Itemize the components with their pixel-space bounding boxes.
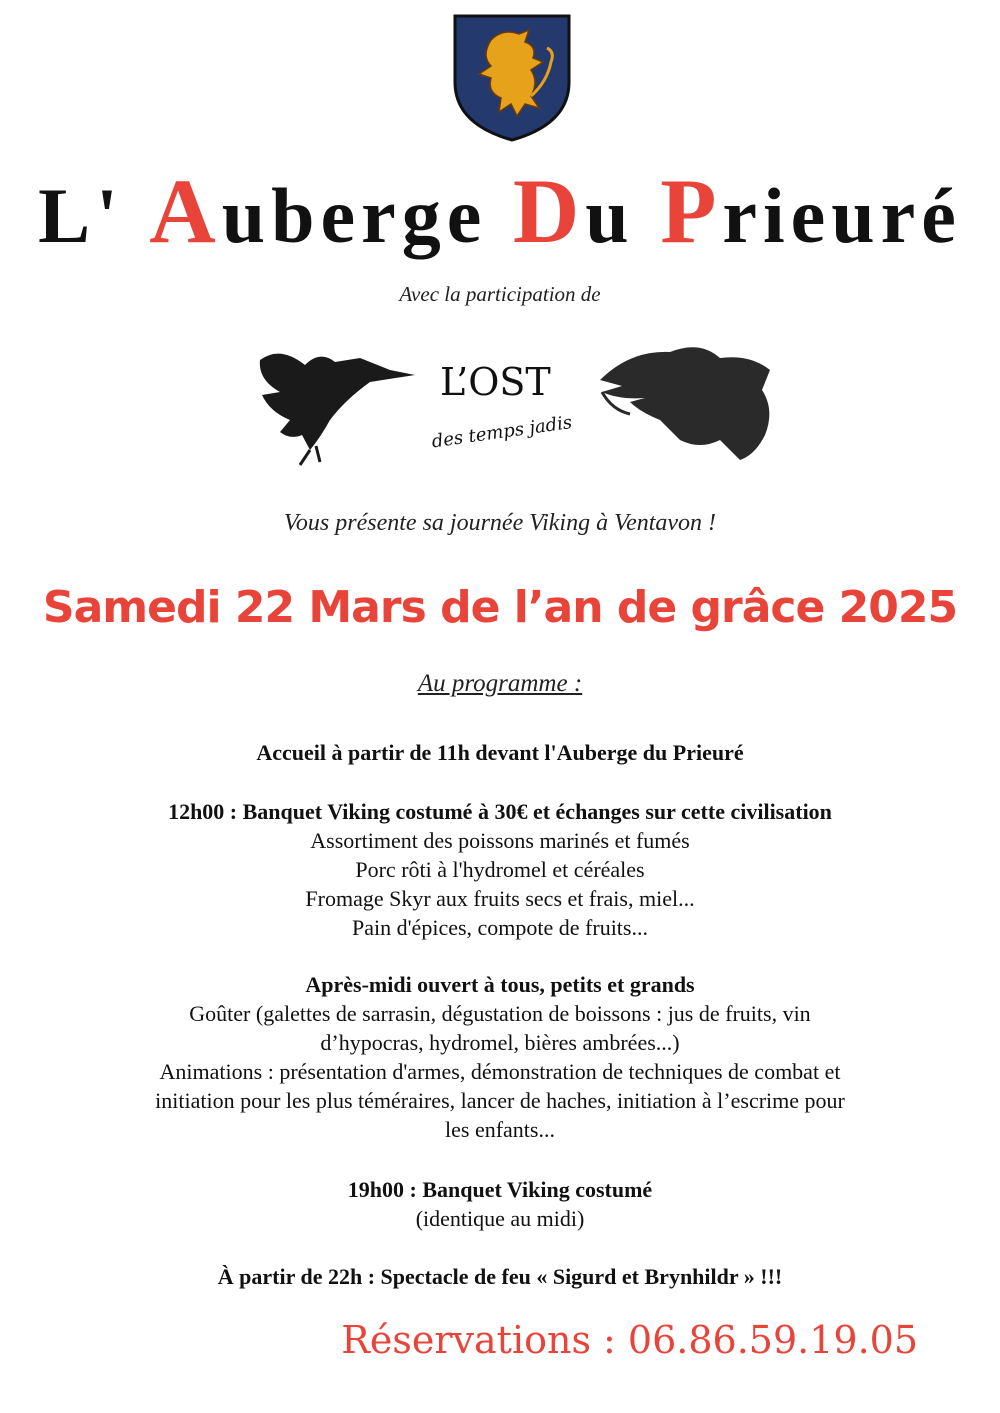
title-word-auberge: Auberge [149,160,488,262]
raven-icon [260,354,415,465]
banquet-soir-sub: (identique au midi) [415,1206,585,1231]
intro-text: Vous présente sa journée Viking à Ventavon ! [283,510,717,536]
ost-brand-main: L’OST [440,360,551,404]
banquet-soir-heading: 19h00 : Banquet Viking costumé [347,1177,653,1202]
menu-item: Pain d'épices, compote de fruits... [351,915,648,940]
menu-item: Porc rôti à l'hydromel et céréales [355,857,645,882]
coat-of-arms-logo [451,12,573,144]
apres-midi-line: d’hypocras, hydromel, bières ambrées...) [320,1030,680,1055]
page-title [0,158,1000,262]
apres-midi-line: Goûter (galettes de sarrasin, dégustation de boissons : jus de fruits, vin [189,1001,811,1026]
apres-midi-line: les enfants... [445,1117,555,1142]
event-date: Samedi 22 Mars de l’an de grâce 2025 [42,582,958,633]
apres-midi-details [0,999,1000,1144]
dragon-icon [600,347,770,460]
title-word-prieure: Prieuré [660,160,962,262]
ost-logo [250,340,780,470]
apres-midi-heading: Après-midi ouvert à tous, petits et grands [305,972,695,997]
participation-text: Avec la participation de [399,282,601,306]
reservations-phone: Réservations : 06.86.59.19.05 [341,1318,918,1362]
ost-brand-sub: des temps jadis [430,411,574,453]
menu-item: Fromage Skyr aux fruits secs et frais, miel... [305,886,695,911]
programme-heading: Au programme : [417,670,583,697]
title-word-l: L' [38,172,124,259]
apres-midi-line: initiation pour les plus téméraires, lancer de haches, initiation à l’escrime pour [155,1088,845,1113]
banquet-midi-heading: 12h00 : Banquet Viking costumé à 30€ et échanges sur cette civilisation [168,799,832,824]
title-word-du: Du [512,160,635,262]
banquet-menu [0,826,1000,942]
spectacle-text: À partir de 22h : Spectacle de feu « Sigurd et Brynhildr » !!! [217,1264,783,1289]
accueil-text: Accueil à partir de 11h devant l'Auberge du Prieuré [256,740,744,765]
menu-item: Assortiment des poissons marinés et fumés [310,828,690,853]
apres-midi-line: Animations : présentation d'armes, démonstration de techniques de combat et [159,1059,841,1084]
